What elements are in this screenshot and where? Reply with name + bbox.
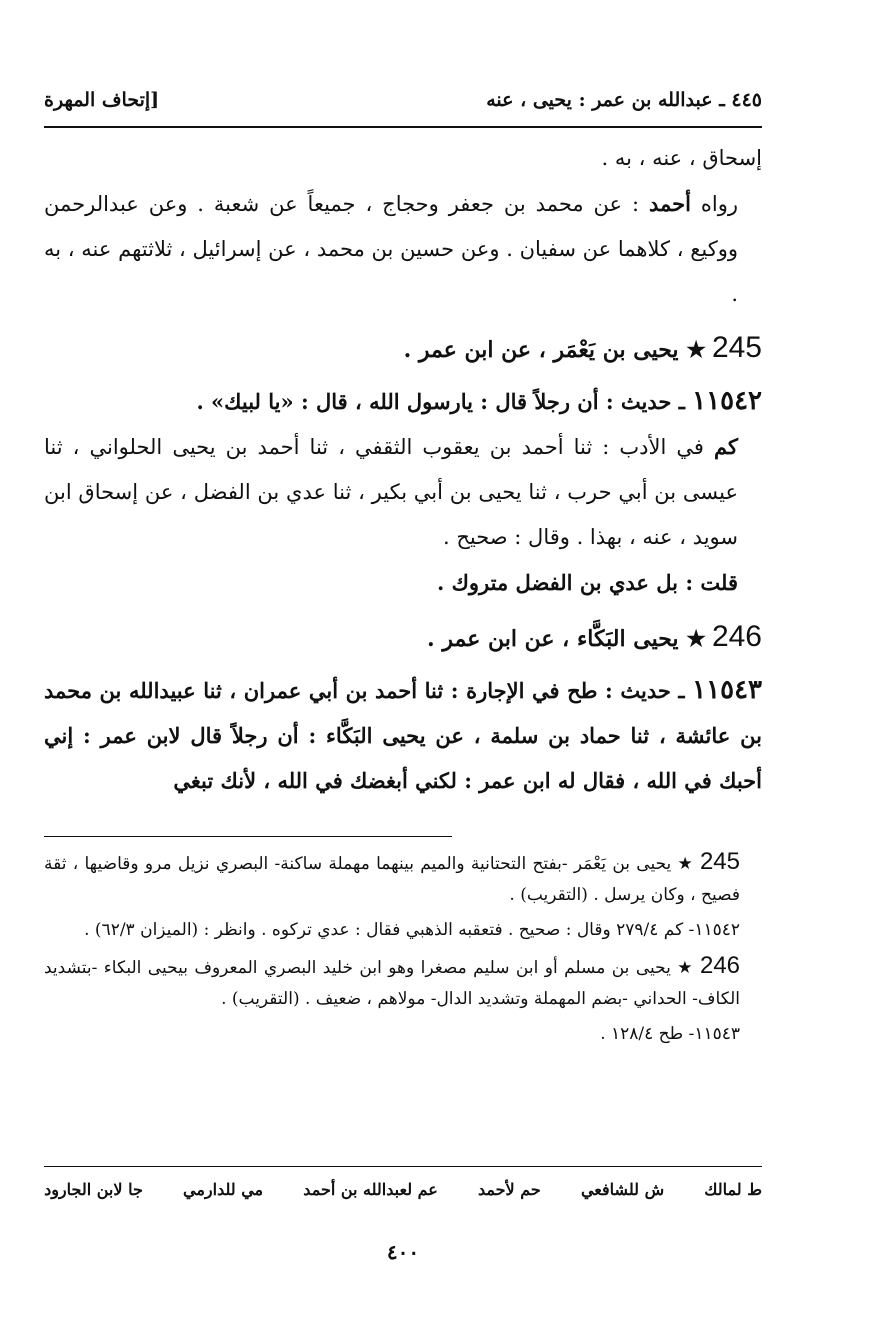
running-header (44, 80, 762, 120)
header-rule (44, 126, 762, 128)
paragraph: قلت : بل عدي بن الفضل متروك . (436, 570, 738, 595)
book-page (44, 62, 762, 1312)
paragraph: رواه أحمد : عن محمد بن جعفر وحجاج ، جميعاً عن شعبة . وعن عبدالرحمن ووكيع ، كلاهما عن سفيان . وعن حسين بن محمد ، عن إسرائيل ، ثلاثتهم عنه ، به . (44, 191, 738, 306)
header-chapter-title: ٤٤٥ ـ عبدالله بن عمر : يحيى ، عنه (486, 89, 762, 111)
footnote: ١١٥٤٢- كم ٢٧٩/٤ وقال : صحيح . فتعقبه الذهبي فقال : عدي تركوه . وانظر : (الميزان ٦٢/٣) . (84, 920, 740, 940)
abbreviation-legend (44, 1180, 762, 1199)
paragraph: كم في الأدب : ثنا أحمد بن يعقوب الثقفي ، ثنا أحمد بن يحيى الحلواني ، ثنا عيسى بن أبي حرب ، ثنا يحيى بن أبي بكير ، ثنا عدي بن الفضل ، عن إسحاق ابن سويد ، عنه ، بهذا . وقال : صحيح . (44, 434, 738, 549)
legend-item: ش للشافعي (580, 1180, 665, 1199)
legend-item: جا لابن الجارود (44, 1180, 143, 1199)
hadith-number: ١١٥٤٣ (692, 675, 762, 705)
narrator-number: 245 (711, 331, 762, 364)
hadith-body: ١١٥٤٣ ـ حديث : طح في الإجارة : ثنا أحمد بن أبي عمران ، ثنا عبيدالله بن محمد بن عائشة ، ثنا حماد بن سلمة ، عن يحيى البَكَّاء : أن رجلاً قال لابن عمر : إني أحبك في الله ، فقال له ابن عمر : لكني أبغضك في الله ، لأنك تبغي (44, 675, 762, 793)
narrator-heading: 246★ يحيى البَكَّاء ، عن ابن عمر . (427, 620, 762, 653)
narrator-number: 246 (711, 620, 762, 653)
legend-item: مي للدارمي (183, 1180, 264, 1199)
footnote: ١١٥٤٣- طح ١٢٨/٤ . (600, 1024, 740, 1044)
paragraph: إسحاق ، عنه ، به . (601, 146, 762, 170)
footnote: 245 ★ يحيى بن يَعْمَر -بفتح التحتانية والميم بينهما مهملة ساكنة- البصري نزيل مرو وقاضيها ، ثقة فصيح ، وكان يرسل . (التقريب) . (44, 848, 740, 905)
legend-item: حم لأحمد (478, 1180, 541, 1199)
hadith-number: ١١٥٤٢ (692, 386, 762, 416)
main-text (44, 136, 762, 803)
header-book-title: [إتحاف المهرة (44, 89, 160, 111)
legend-item: ط لمالك (704, 1180, 762, 1199)
footnotes (44, 846, 762, 1054)
hadith-heading: ١١٥٤٢ ـ حديث : أن رجلاً قال : يارسول الله ، قال : «يا لبيك» . (196, 386, 762, 416)
footnote-rule (44, 836, 452, 837)
footnote: 246 ★ يحيى بن مسلم أو ابن سليم مصغرا وهو ابن خليد البصري المعروف بيحيى البكاء -بتشديد الكاف- الحداني -بضم المهملة وتشديد الدال- مولاهم ، ضعيف . (التقريب) . (44, 952, 741, 1009)
narrator-heading: 245★ يحيى بن يَعْمَر ، عن ابن عمر . (403, 331, 762, 364)
legend-rule (44, 1166, 762, 1167)
page-number: ٤٠٠ (386, 1240, 420, 1264)
legend-item: عم لعبدالله بن أحمد (303, 1180, 438, 1199)
